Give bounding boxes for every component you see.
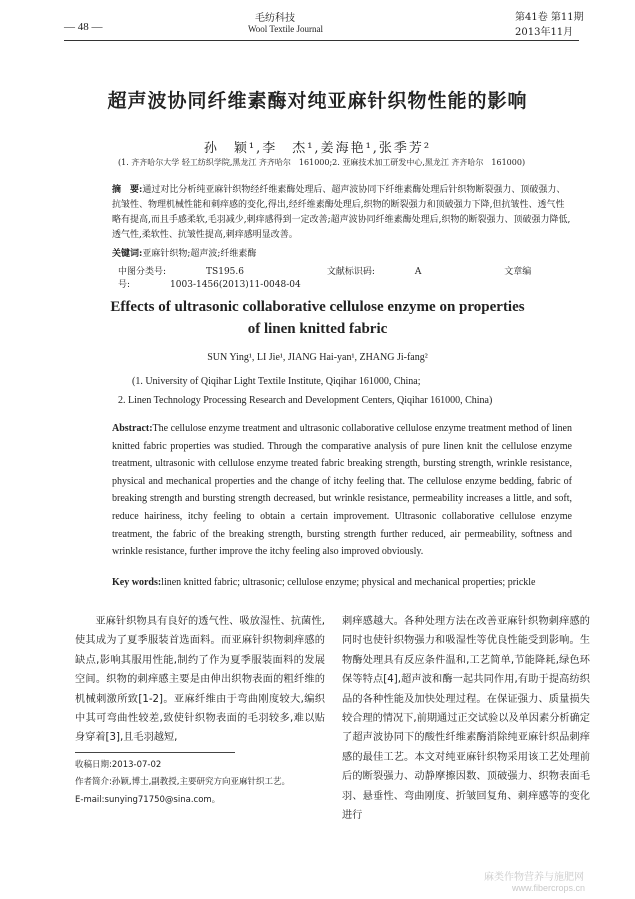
journal-name-en: Wool Textile Journal: [248, 24, 323, 34]
keywords-cn-label: 关键词:: [112, 249, 143, 259]
authors-en: SUN Ying¹, LI Jie¹, JIANG Hai-yan¹, ZHANG Ji-fang²: [207, 352, 428, 363]
article-number: 文章编号: 1003-1456(2013)11-0048-04: [118, 267, 532, 290]
abstract-en: [112, 420, 572, 561]
body-column-left: [75, 612, 325, 748]
classification-line: [118, 264, 558, 290]
abstract-en-label: Abstract:: [112, 423, 153, 434]
footnote-rule: [75, 752, 235, 753]
footnote-author: 作者简介:孙颖,博士,副教授,主要研究方向亚麻针织工艺。: [75, 777, 290, 787]
affiliation-en-2: 2. Linen Technology Processing Research and Development Centers, Qiqihar 161000, China): [118, 395, 493, 406]
keywords-cn: [112, 246, 256, 259]
class-number: 中图分类号: TS195.6: [118, 267, 244, 277]
keywords-en-label: Key words:: [112, 577, 162, 588]
keywords-en-text: linen knitted fabric; ultrasonic; cellulose enzyme; physical and mechanical properties; prickle: [161, 577, 536, 588]
abstract-en-text: The cellulose enzyme treatment and ultrasonic collaborative cellulose enzyme treatment method of linen knitted fabric properties was studied. Through the comparative analysis of pure linen knit the cellulose enzyme treatment, ultrasonic with cellulose enzyme treated fabric breaking strength, bursting strength, wrinkle resistance, physical and mechanical properties and the change of itchy feeling that. The cellulose enzyme bedding, fabric of breaking strength and bursting strength decreased, but wrinkle resistance, permeability increases a little, and soft, reduce hairiness, itchy feeling to obtain a certain improvement. Ultrasonic collaborative cellulose enzyme treatment, the fabric of the breaking strength, bursting strength further reduced, air permeability, softness and wrinkle resistance, further improve the itchy feeling also improved obviously.: [112, 423, 572, 558]
keywords-cn-text: 亚麻针织物;超声波;纤维素酶: [142, 249, 257, 259]
issue-date: 2013年11月: [515, 27, 574, 38]
affiliation-en-1: (1. University of Qiqihar Light Textile Institute, Qiqihar 161000, China;: [132, 376, 421, 387]
doc-code: 文献标识码: A: [326, 267, 422, 277]
keywords-en: [112, 574, 572, 591]
header-rule: [64, 40, 579, 41]
footnote-received: 收稿日期:2013-07-02: [75, 760, 162, 770]
issue-number: 第41卷 第11期: [515, 12, 584, 23]
body-column-right: [342, 612, 590, 825]
authors-cn: 孙 颖¹,李 杰¹,姜海艳¹,张季芳²: [203, 141, 432, 156]
abstract-cn-text: 通过对比分析纯亚麻针织物经纤维素酶处理后、超声波协同下纤维素酶处理后针织物断裂强力、顶破强力、抗皱性、物理机械性能和刺痒感的变化,得出,经纤维素酶处理后,织物的断裂强力和顶破强力下降,但抗皱性、透气性略有提高,而且手感柔软,毛羽减少,刺痒感得到一定改善;超声波协同纤维素酶处理后,织物的断裂强力、顶破强力降低,透气性,柔软性、抗皱性提高,刺痒感明显改善。: [112, 185, 571, 240]
watermark-url: www.fibercrops.cn: [512, 883, 586, 893]
body-paragraph-left: 亚麻针织物具有良好的透气性、吸放湿性、抗菌性,使其成为了夏季服装首选面料。而亚麻针织物刺痒感的缺点,影响其服用性能,制约了作为夏季服装面料的发展空间。织物的刺痒感主要是由伸出织物表面的粗纤维的机械刺激所致[1-2]。亚麻纤维由于弯曲刚度较大,编织中其可弯曲性较差,致使针织物表面的毛羽较多,难以贴身穿着[3],且毛羽越短,: [75, 616, 325, 744]
title-en: [0, 296, 635, 340]
title-en-line-2: of linen knitted fabric: [247, 321, 388, 337]
title-en-line-1: Effects of ultrasonic collaborative cellulose enzyme on properties: [110, 299, 525, 315]
footnote-email: E-mail:sunying71750@sina.com。: [75, 795, 221, 805]
abstract-cn: [112, 183, 572, 243]
journal-name-cn: 毛纺科技: [255, 13, 295, 24]
affiliation-en: [118, 372, 558, 410]
body-paragraph-right: 刺痒感越大。各种处理方法在改善亚麻针织物刺痒感的同时也使针织物强力和吸湿性等优良性能受到影响。生物酶处理具有反应条件温和,工艺简单,节能降耗,绿色环保等特点[4],超声波和酶一起共同作用,有助于提高纺织品的各种性能及加快处理过程。在保证强力、质量损失较合理的情况下,前期通过正交试验以及单因素分析确定了超声波协同下的酸性纤维素酶消除纯亚麻针织品刺痒感的最佳工艺。本文对纯亚麻针织物采用该工艺处理前后的断裂强力、动静摩擦因数、顶破强力、织物表面毛羽、悬垂性、弯曲刚度、折皱回复角、刺痒感等的变化进行: [342, 616, 590, 822]
title-cn: 超声波协同纤维素酶对纯亚麻针织物性能的影响: [107, 90, 528, 112]
abstract-cn-label: 摘 要:: [112, 185, 143, 195]
watermark-cn: 麻类作物营养与施肥网: [484, 872, 584, 883]
affiliation-cn: (1. 齐齐哈尔大学 轻工纺织学院,黑龙江 齐齐哈尔 161000;2. 亚麻技术加工研发中心,黑龙江 齐齐哈尔 161000): [118, 158, 526, 167]
page-number: — 48 —: [64, 21, 103, 33]
